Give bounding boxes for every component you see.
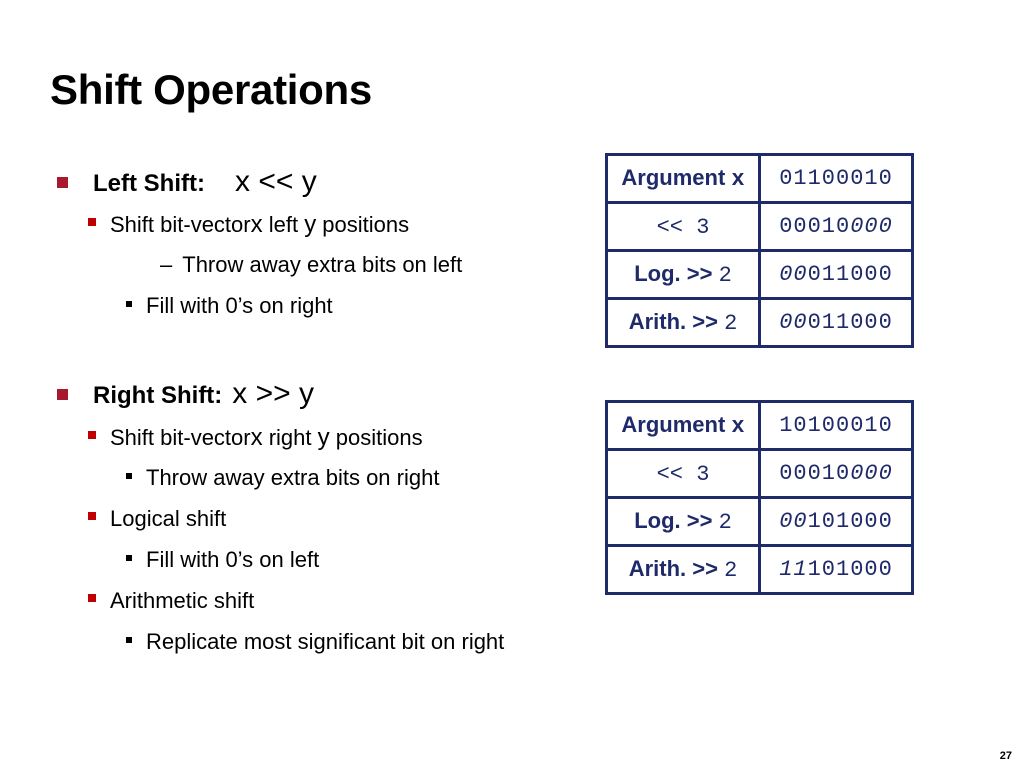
square-bullet-icon xyxy=(88,594,96,602)
table-row xyxy=(607,498,913,546)
label-text: Argument xyxy=(621,412,732,437)
bullet-fill-left xyxy=(126,547,319,573)
table-row xyxy=(607,546,913,594)
label-text: Argument xyxy=(621,165,732,190)
value-text: 00010 xyxy=(779,461,851,486)
right-shift-expr: x >> y xyxy=(232,377,315,410)
table-row xyxy=(607,155,913,203)
value-text: 10100010 xyxy=(779,413,893,438)
left-shift-expr: x << y xyxy=(234,165,317,198)
row-label xyxy=(607,498,760,546)
square-bullet-icon xyxy=(126,555,132,561)
row-label xyxy=(607,203,760,251)
label-code: 2 xyxy=(718,510,732,535)
row-label xyxy=(607,450,760,498)
row-label xyxy=(607,155,760,203)
item-text: Throw away extra bits on right xyxy=(146,465,440,490)
value-italic: 000 xyxy=(850,461,893,486)
value-italic: 00 xyxy=(779,310,808,335)
value-italic: 000 xyxy=(850,214,893,239)
item-text: Logical shift xyxy=(110,506,227,531)
square-bullet-icon xyxy=(88,218,96,226)
label-code: 2 xyxy=(724,558,738,583)
row-value xyxy=(760,203,913,251)
square-bullet-icon xyxy=(126,473,132,479)
bullet-left-shift xyxy=(57,165,317,199)
text-mid: left xyxy=(262,212,305,237)
label-text: Log. >> xyxy=(634,508,719,533)
bullet-arithmetic-shift xyxy=(88,588,254,614)
var-x: x xyxy=(250,424,263,451)
row-value xyxy=(760,251,913,299)
value-italic: 00 xyxy=(779,262,808,287)
var-x: x xyxy=(250,211,263,238)
value-italic: 00 xyxy=(779,509,808,534)
label-text: Log. >> xyxy=(634,261,719,286)
value-text: 011000 xyxy=(807,262,893,287)
item-text: Replicate most significant bit on right xyxy=(146,629,505,654)
shift-table-2 xyxy=(605,400,914,595)
text-post: positions xyxy=(329,425,423,450)
table-row xyxy=(607,299,913,347)
var-y: y xyxy=(317,424,330,451)
page-number: 27 xyxy=(999,750,1012,762)
label-code: 2 xyxy=(724,311,738,336)
item-text: Fill with 0’s on left xyxy=(146,547,320,572)
square-bullet-icon xyxy=(57,389,68,400)
row-value xyxy=(760,546,913,594)
label-text: Arith. >> xyxy=(628,556,725,581)
square-bullet-icon xyxy=(126,637,132,643)
var-y: y xyxy=(304,211,317,238)
table-row xyxy=(607,450,913,498)
label-code: << 3 xyxy=(656,462,710,487)
value-text: 01100010 xyxy=(779,166,893,191)
shift-table-1 xyxy=(605,153,914,348)
value-text: 00010 xyxy=(779,214,851,239)
row-label xyxy=(607,402,760,450)
row-label xyxy=(607,251,760,299)
item-text: Fill with 0’s on right xyxy=(146,293,333,318)
bullet-throw-away-left xyxy=(160,252,462,278)
bullet-right-shift-desc xyxy=(88,424,423,452)
row-value xyxy=(760,498,913,546)
value-text: 011000 xyxy=(807,310,893,335)
label-code: 2 xyxy=(718,263,732,288)
bullet-logical-shift xyxy=(88,506,226,532)
bullet-fill-right xyxy=(126,293,333,319)
square-bullet-icon xyxy=(126,301,132,307)
square-bullet-icon xyxy=(57,177,68,188)
left-shift-label: Left Shift: xyxy=(93,170,205,197)
row-value xyxy=(760,450,913,498)
bullet-throw-away-right xyxy=(126,465,439,491)
row-value xyxy=(760,299,913,347)
square-bullet-icon xyxy=(88,512,96,520)
row-value xyxy=(760,155,913,203)
right-shift-label: Right Shift: xyxy=(93,382,223,409)
text-mid: right xyxy=(262,425,318,450)
value-italic: 11 xyxy=(779,557,808,582)
label-text: Arith. >> xyxy=(628,309,725,334)
square-bullet-icon xyxy=(88,431,96,439)
table-row xyxy=(607,251,913,299)
text-post: positions xyxy=(316,212,410,237)
dash-bullet-icon: – xyxy=(160,252,173,277)
slide-title: Shift Operations xyxy=(50,66,372,113)
label-code: x xyxy=(731,167,745,192)
bullet-replicate-msb xyxy=(126,629,504,655)
value-text: 101000 xyxy=(807,509,893,534)
bullet-right-shift xyxy=(57,377,314,411)
row-label xyxy=(607,546,760,594)
item-text: Arithmetic shift xyxy=(110,588,255,613)
table-row xyxy=(607,203,913,251)
row-label xyxy=(607,299,760,347)
label-code: x xyxy=(731,414,745,439)
item-text: Throw away extra bits on left xyxy=(182,252,463,277)
bullet-left-shift-desc xyxy=(88,211,409,239)
text-pre: Shift bit-vector xyxy=(110,212,251,237)
value-text: 101000 xyxy=(807,557,893,582)
row-value xyxy=(760,402,913,450)
label-code: << 3 xyxy=(656,215,710,240)
table-row xyxy=(607,402,913,450)
text-pre: Shift bit-vector xyxy=(110,425,251,450)
